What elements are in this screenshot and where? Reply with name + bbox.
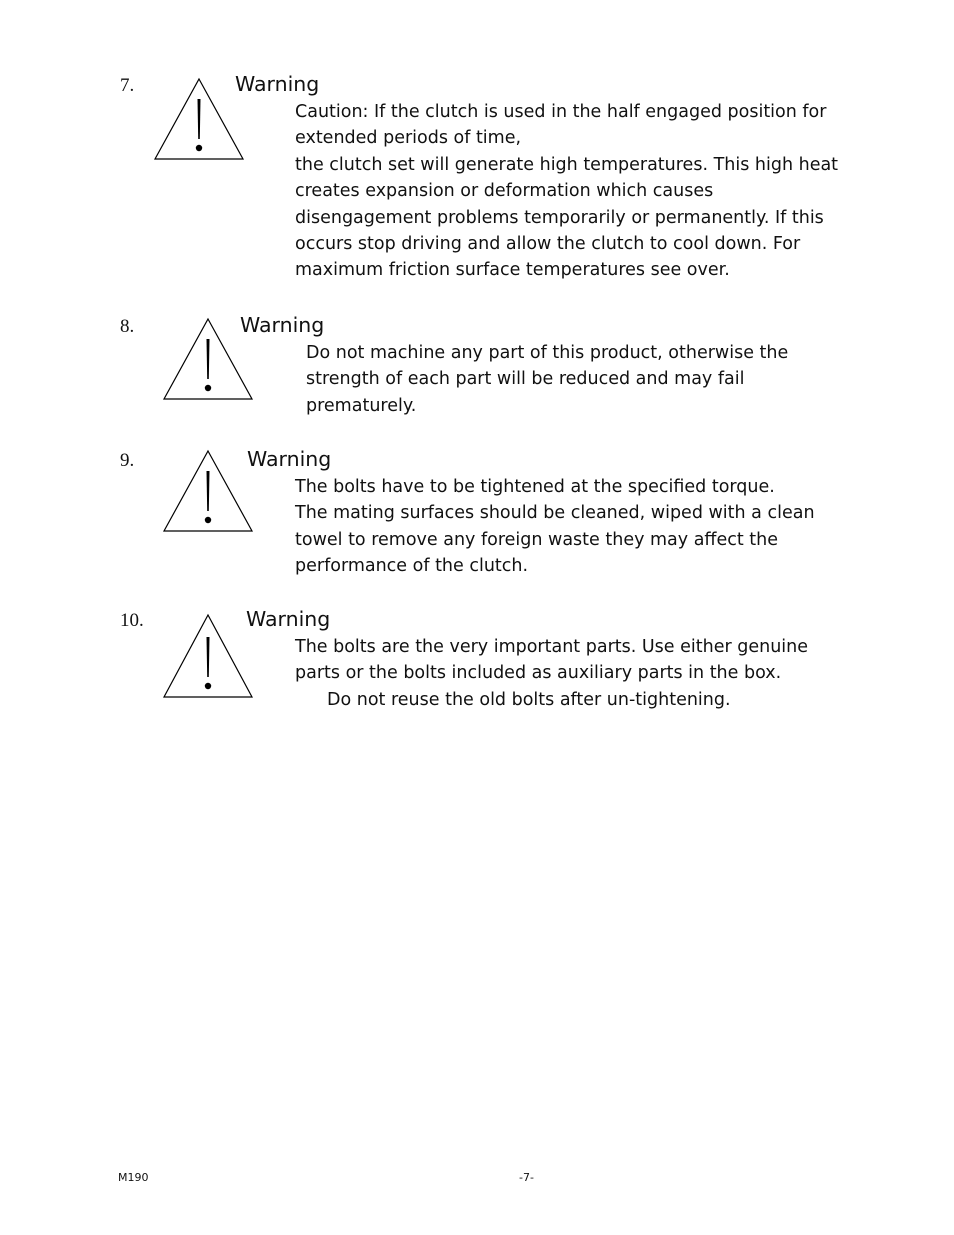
warning-text bbox=[295, 474, 815, 580]
warning-text bbox=[306, 340, 788, 419]
text-line: creates expansion or deformation which causes bbox=[295, 181, 714, 202]
text-line: performance of the clutch. bbox=[295, 556, 529, 577]
text-line: The mating surfaces should be cleaned, wiped with a clean bbox=[295, 503, 815, 524]
text-line: Do not reuse the old bolts after un-tightening. bbox=[327, 689, 731, 710]
text-line: towel to remove any foreign waste they may affect the bbox=[295, 529, 779, 550]
warning-triangle-icon bbox=[153, 77, 245, 161]
footer-model: M190 bbox=[118, 1171, 149, 1184]
text-line: occurs stop driving and allow the clutch to cool down. For bbox=[295, 234, 801, 255]
warning-title: Warning bbox=[246, 607, 331, 631]
warning-title: Warning bbox=[235, 72, 320, 96]
page-number: -7- bbox=[519, 1171, 534, 1184]
item-number: 10. bbox=[120, 610, 144, 631]
text-line: prematurely. bbox=[306, 395, 417, 416]
warning-triangle-icon bbox=[162, 613, 254, 699]
text-line: parts or the bolts included as auxiliary parts in the box. bbox=[295, 663, 782, 684]
text-line: The bolts have to be tightened at the specified torque. bbox=[295, 477, 775, 497]
item-number: 7. bbox=[120, 75, 135, 96]
warning-text bbox=[295, 634, 808, 713]
item-number: 8. bbox=[120, 316, 135, 337]
warning-text bbox=[295, 99, 838, 284]
warning-triangle-icon bbox=[162, 449, 254, 533]
text-line: disengagement problems temporarily or permanently. If this bbox=[295, 207, 824, 228]
text-line: the clutch set will generate high temperatures. This high heat bbox=[295, 154, 839, 175]
text-line: maximum friction surface temperatures see over. bbox=[295, 260, 730, 281]
warning-title: Warning bbox=[247, 447, 332, 471]
text-line: Do not machine any part of this product, otherwise the bbox=[306, 343, 789, 363]
text-line: extended periods of time, bbox=[295, 128, 522, 149]
text-line: strength of each part will be reduced and may fail bbox=[306, 369, 745, 390]
text-line: The bolts are the very important parts. Use either genuine bbox=[295, 637, 809, 657]
text-line: Caution: If the clutch is used in the half engaged position for bbox=[295, 102, 827, 122]
warning-title: Warning bbox=[240, 313, 325, 337]
item-number: 9. bbox=[120, 450, 135, 471]
